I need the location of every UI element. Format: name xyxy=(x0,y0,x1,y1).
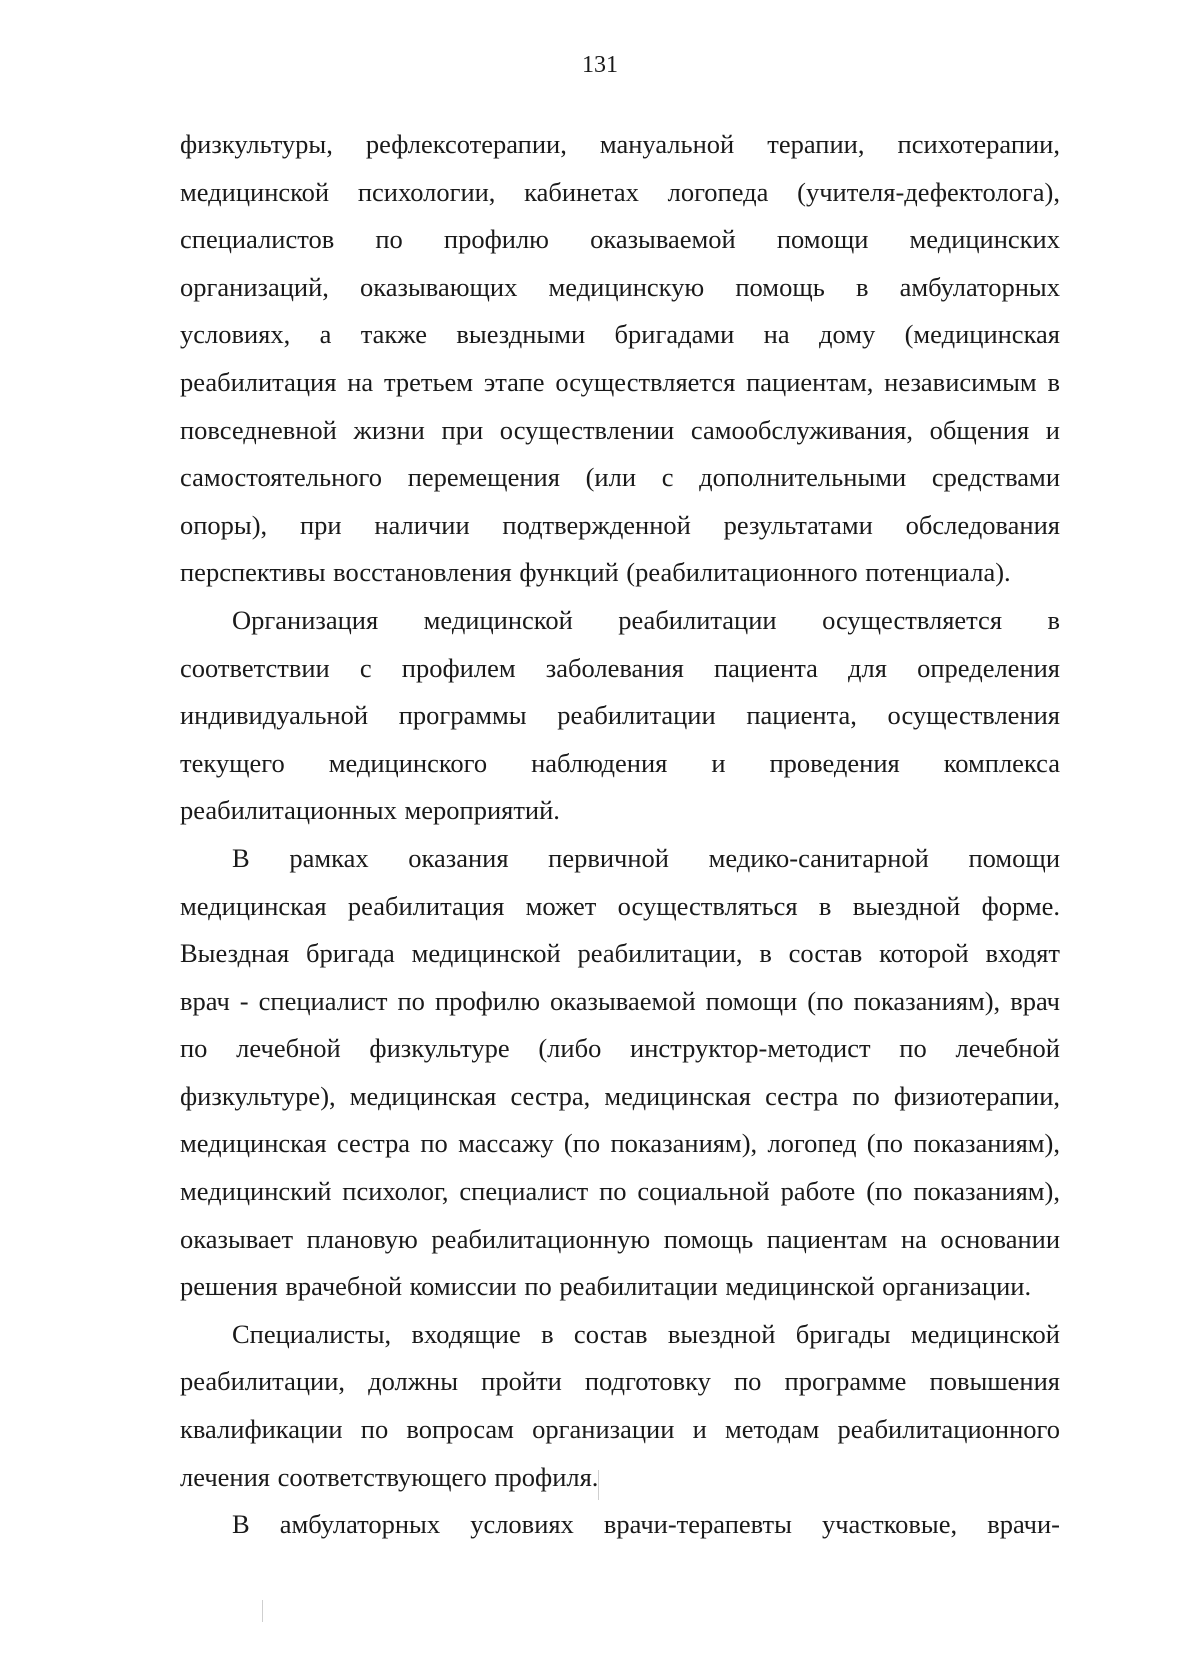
text-line: врач - специалист по профилю оказываемой помощи (по показаниям), врач xyxy=(180,985,1060,1016)
text-line: реабилитационных мероприятий. xyxy=(180,795,560,826)
text-line: по лечебной физкультуре (либо инструктор-методист по лечебной xyxy=(180,1033,1060,1064)
paragraph xyxy=(180,1501,1060,1549)
text-line: В амбулаторных условиях врачи-терапевты участковые, врачи- xyxy=(232,1509,1060,1540)
text-line: медицинской психологии, кабинетах логопеда (учителя-дефектолога), xyxy=(180,176,1060,207)
text-line: медицинская реабилитация может осуществляться в выездной форме. xyxy=(180,890,1060,921)
text-line: медицинский психолог, специалист по социальной работе (по показаниям), xyxy=(180,1176,1060,1207)
text-line: В рамках оказания первичной медико-санитарной помощи xyxy=(232,842,1060,873)
text-line: текущего медицинского наблюдения и проведения комплекса xyxy=(180,747,1060,778)
text-line: условиях, а также выездными бригадами на дому (медицинская xyxy=(180,319,1060,350)
text-line: медицинская сестра по массажу (по показаниям), логопед (по показаниям), xyxy=(180,1128,1060,1159)
text-line: индивидуальной программы реабилитации пациента, осуществления xyxy=(180,700,1060,731)
paragraph xyxy=(180,597,1060,835)
paragraph xyxy=(180,121,1060,597)
text-line: решения врачебной комиссии по реабилитации медицинской организации. xyxy=(180,1271,1032,1302)
paragraph xyxy=(180,835,1060,1311)
text-line: Выездная бригада медицинской реабилитации, в состав которой входят xyxy=(180,938,1060,969)
text-line: оказывает плановую реабилитационную помощь пациентам на основании xyxy=(180,1223,1060,1254)
text-line: специалистов по профилю оказываемой помощи медицинских xyxy=(180,224,1060,255)
text-line: реабилитация на третьем этапе осуществляется пациентам, независимым в xyxy=(180,366,1060,397)
text-line: соответствии с профилем заболевания пациента для определения xyxy=(180,652,1060,683)
text-line: перспективы восстановления функций (реабилитационного потенциала). xyxy=(180,557,1011,588)
paragraph xyxy=(180,1311,1060,1501)
scan-artifact xyxy=(262,1600,263,1622)
text-line: физкультуры, рефлексотерапии, мануальной терапии, психотерапии, xyxy=(180,129,1060,159)
document-body xyxy=(180,121,1060,1549)
text-line: повседневной жизни при осуществлении самообслуживания, общения и xyxy=(180,414,1060,445)
text-line: самостоятельного перемещения (или с дополнительными средствами xyxy=(180,462,1060,493)
scan-artifact xyxy=(598,1470,599,1500)
text-line: физкультуре), медицинская сестра, медицинская сестра по физиотерапии, xyxy=(180,1080,1060,1111)
text-line: опоры), при наличии подтвержденной результатами обследования xyxy=(180,509,1060,540)
text-line: лечения соответствующего профиля. xyxy=(180,1461,599,1492)
text-line: квалификации по вопросам организации и методам реабилитационного xyxy=(180,1414,1060,1445)
text-line: Организация медицинской реабилитации осуществляется в xyxy=(232,604,1060,635)
text-line: реабилитации, должны пройти подготовку по программе повышения xyxy=(180,1366,1060,1397)
text-line: организаций, оказывающих медицинскую помощь в амбулаторных xyxy=(180,271,1060,302)
text-line: Специалисты, входящие в состав выездной бригады медицинской xyxy=(232,1318,1060,1349)
page-number: 131 xyxy=(582,52,618,78)
